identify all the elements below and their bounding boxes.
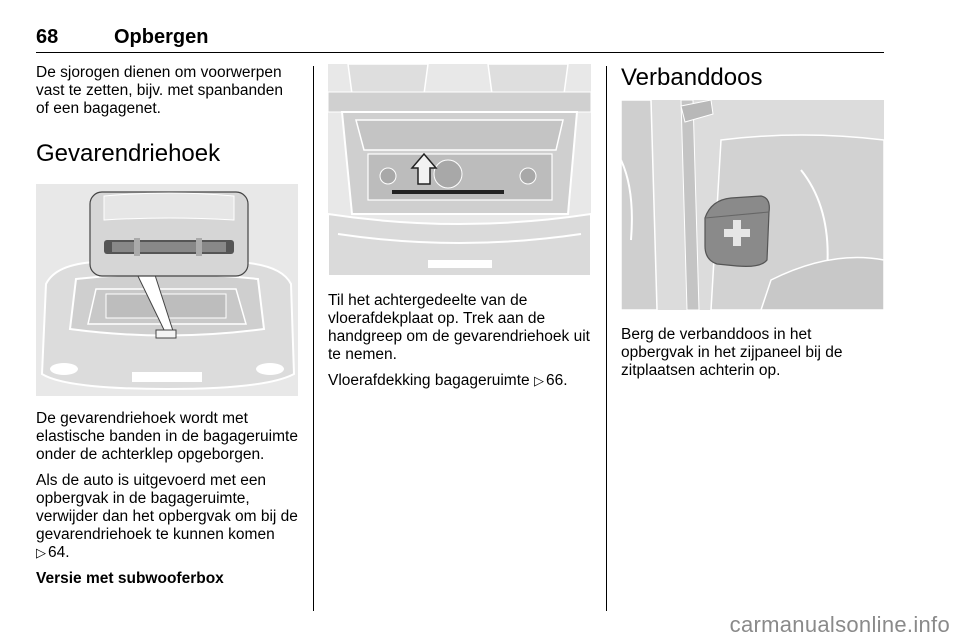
paragraph-first-aid: Berg de verbanddoos in het opbergvak in het zijpaneel bij de zitplaatsen achterin op. <box>621 326 843 379</box>
paragraph-floor-cover-ref <box>328 372 591 390</box>
column-1 <box>36 64 298 588</box>
page-reference[interactable]: 66. <box>545 372 568 389</box>
header-rule <box>36 52 884 53</box>
intro-paragraph: De sjorogen dienen om voorwerpen vast te zetten, bijv. met spanbanden of een bagagenet. <box>36 64 284 117</box>
paragraph-storage-compartment-text: Als de auto is uitgevoerd met een opbergvak in de bagageruimte, verwijder dan het opbergvak om bij de gevarendriehoek te kunnen komen <box>36 472 298 543</box>
section-heading-verbanddoos: Verbanddoos <box>621 64 763 91</box>
subheading-subwoofer: Versie met subwooferbox <box>36 570 224 587</box>
warning-triangle-illustration <box>36 184 298 396</box>
paragraph-triangle-storage: De gevarendriehoek wordt met elastische banden in de bagageruimte onder de achterklep opgeborgen. <box>36 410 298 463</box>
trunk-floor-figure <box>328 64 591 276</box>
reference-arrow-icon: ▷ <box>533 373 544 388</box>
paragraph-storage-compartment <box>36 472 298 562</box>
paragraph-lift-floor: Til het achtergedeelte van de vloerafdekplaat op. Trek aan de handgreep om de gevarendriehoek uit te nemen. <box>328 292 590 363</box>
column-divider <box>313 66 314 611</box>
first-aid-figure <box>621 100 884 310</box>
paragraph-floor-cover-text: Vloerafdekking bagageruimte <box>328 372 530 389</box>
column-divider <box>606 66 607 611</box>
page-number: 68 <box>36 26 59 48</box>
column-3 <box>621 64 884 388</box>
first-aid-kit-illustration <box>621 100 884 310</box>
warning-triangle-figure <box>36 184 298 396</box>
page-reference[interactable]: 64. <box>48 544 70 561</box>
watermark: carmanualsonline.info <box>729 612 950 637</box>
section-heading-gevarendriehoek: Gevarendriehoek <box>36 140 221 167</box>
trunk-floor-illustration <box>328 64 591 276</box>
column-2 <box>328 64 591 398</box>
reference-arrow-icon: ▷ <box>36 545 46 560</box>
page-title: Opbergen <box>114 26 209 48</box>
